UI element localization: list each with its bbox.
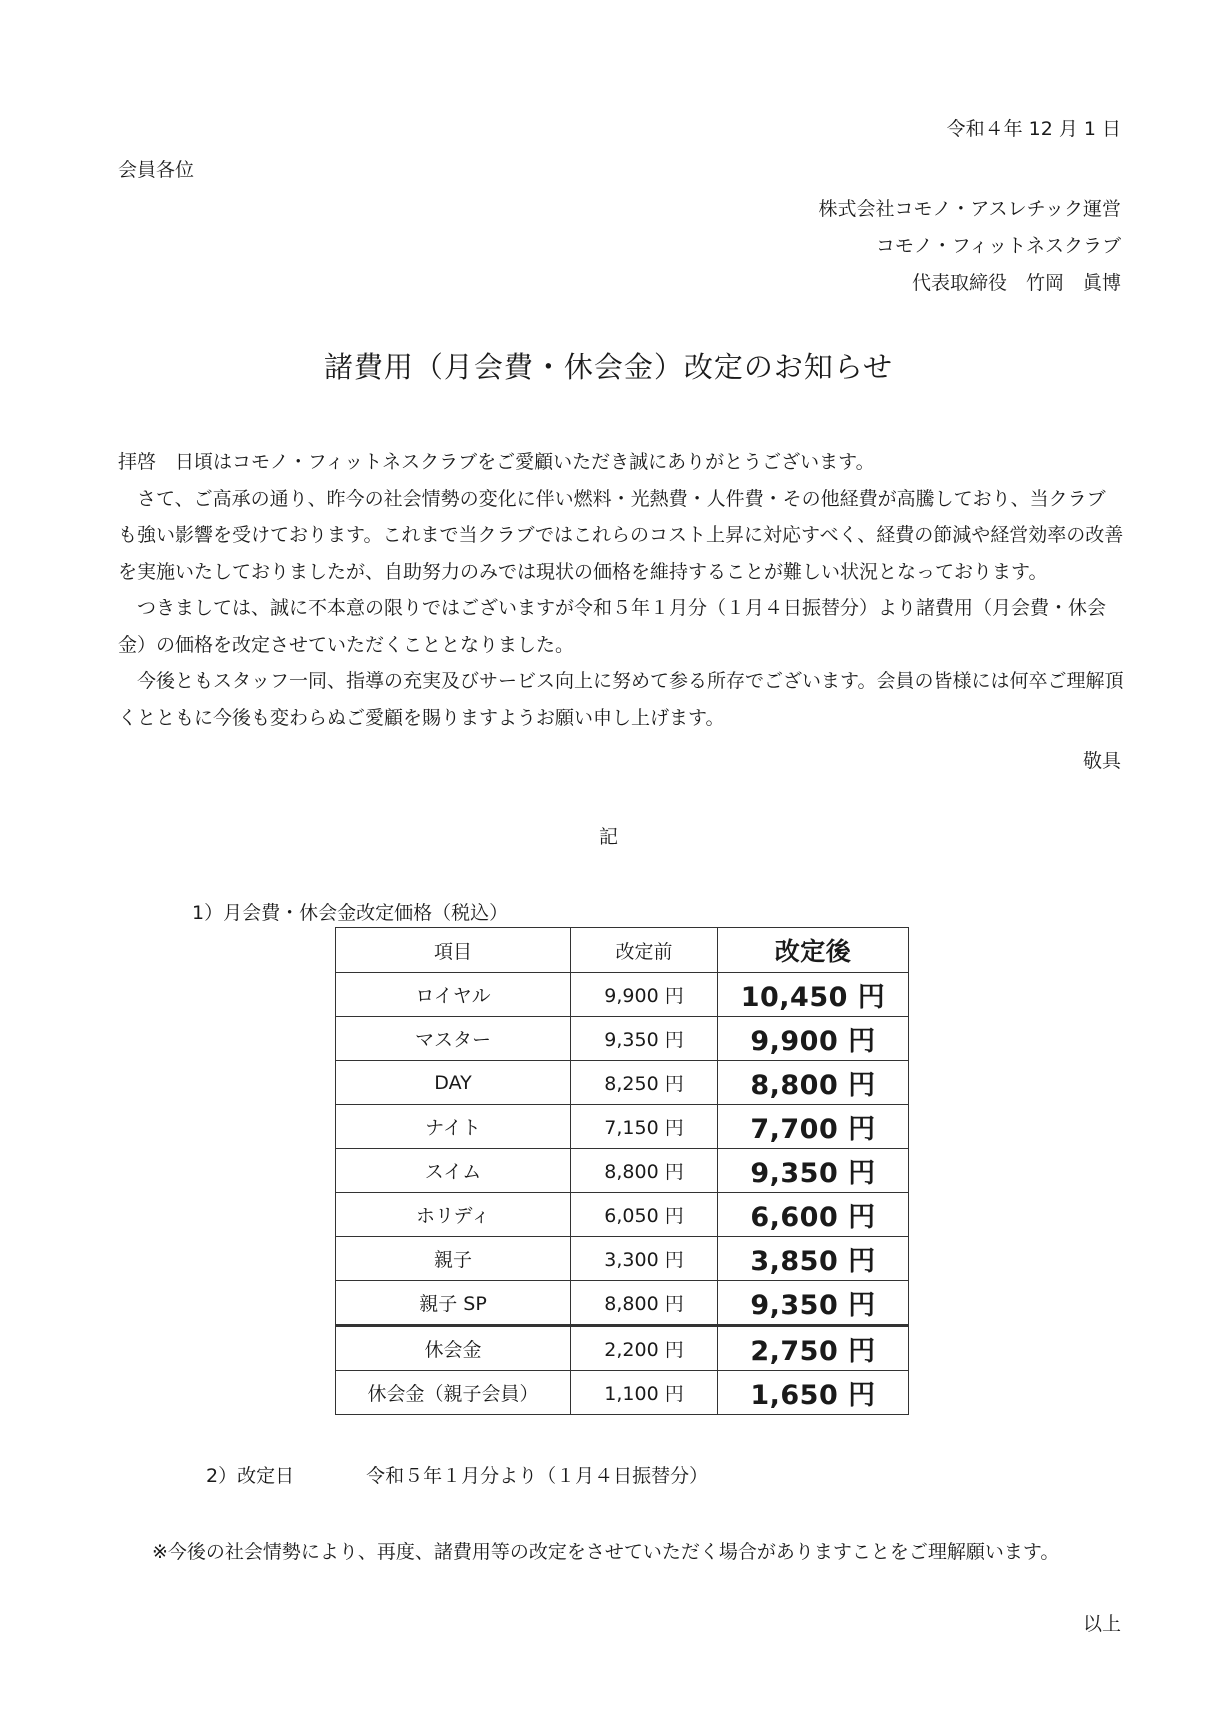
plan-name: 休会金（親子会員） — [336, 1371, 571, 1415]
body-text — [118, 444, 1124, 736]
end-mark: 以上 — [1082, 1613, 1121, 1635]
price-after: 9,350 円 — [718, 1149, 909, 1193]
table-row — [336, 1193, 909, 1237]
table-row — [336, 1371, 909, 1415]
table-row — [336, 1105, 909, 1149]
section2 — [206, 1461, 708, 1488]
table-row — [336, 1281, 909, 1326]
table-row — [336, 973, 909, 1017]
plan-name: マスター — [336, 1017, 571, 1061]
price-after: 8,800 円 — [718, 1061, 909, 1105]
header-item: 項目 — [336, 928, 571, 973]
table-header-row — [336, 928, 909, 973]
table-row — [336, 1326, 909, 1371]
table-row — [336, 1061, 909, 1105]
price-after: 10,450 円 — [718, 973, 909, 1017]
section1-heading: 1）月会費・休会金改定価格（税込） — [192, 902, 509, 924]
table-row — [336, 1237, 909, 1281]
price-before: 8,800 円 — [571, 1149, 718, 1193]
plan-name: ホリディ — [336, 1193, 571, 1237]
price-before: 2,200 円 — [571, 1326, 718, 1371]
ki-mark: 記 — [598, 826, 618, 848]
sender-company: 株式会社コモノ・アスレチック運営 — [818, 198, 1121, 220]
plan-name: ロイヤル — [336, 973, 571, 1017]
document-date: 令和４年 12 月 1 日 — [946, 118, 1121, 140]
price-after: 1,650 円 — [718, 1371, 909, 1415]
table-row — [336, 1149, 909, 1193]
price-after: 3,850 円 — [718, 1237, 909, 1281]
plan-name: スイム — [336, 1149, 571, 1193]
price-before: 8,250 円 — [571, 1061, 718, 1105]
price-after: 9,350 円 — [718, 1281, 909, 1326]
header-before: 改定前 — [571, 928, 718, 973]
sender-club: コモノ・フィットネスクラブ — [875, 235, 1121, 257]
revision-paragraph: つきましては、誠に不本意の限りではございますが令和５年１月分（１月４日振替分）より諸費用（月会費・休会金）の価格を改定させていただくこととなりました。 — [118, 597, 1107, 656]
footnote: ※今後の社会情勢により、再度、諸費用等の改定をさせていただく場合がありますことをご理解願います。 — [152, 1541, 1060, 1563]
reason-paragraph: さて、ご高承の通り、昨今の社会情勢の変化に伴い燃料・光熱費・人件費・その他経費が高騰しており、当クラブも強い影響を受けております。これまで当クラブではこれらのコスト上昇に対応すべく、経費の節減や経営効率の改善を実施いたしておりましたが、自助努力のみでは現状の価格を維持することが難しい状況となっております。 — [118, 487, 1124, 583]
commitment-paragraph: 今後ともスタッフ一同、指導の充実及びサービス向上に努めて参る所存でございます。会員の皆様には何卒ご理解頂くとともに今後も変わらぬご愛顧を賜りますようお願い申し上げます。 — [118, 670, 1124, 729]
price-before: 8,800 円 — [571, 1281, 718, 1326]
closing-word: 敬具 — [1082, 750, 1121, 772]
section2-value: 令和５年１月分より（１月４日振替分） — [366, 1465, 709, 1487]
plan-name: ナイト — [336, 1105, 571, 1149]
plan-name: 親子 — [336, 1237, 571, 1281]
price-before: 6,050 円 — [571, 1193, 718, 1237]
price-before: 7,150 円 — [571, 1105, 718, 1149]
price-before: 3,300 円 — [571, 1237, 718, 1281]
price-before: 9,350 円 — [571, 1017, 718, 1061]
plan-name: DAY — [336, 1061, 571, 1105]
greeting-paragraph: 拝啓 日頃はコモノ・フィットネスクラブをご愛顧いただき誠にありがとうございます。 — [118, 451, 875, 473]
price-after: 9,900 円 — [718, 1017, 909, 1061]
price-after: 2,750 円 — [718, 1326, 909, 1371]
fee-table — [335, 927, 909, 1415]
header-after: 改定後 — [718, 928, 909, 973]
plan-name: 休会金 — [336, 1326, 571, 1371]
price-before: 9,900 円 — [571, 973, 718, 1017]
recipient: 会員各位 — [118, 159, 195, 181]
price-before: 1,100 円 — [571, 1371, 718, 1415]
price-after: 7,700 円 — [718, 1105, 909, 1149]
table-row — [336, 1017, 909, 1061]
section2-label: 2）改定日 — [206, 1465, 295, 1487]
price-after: 6,600 円 — [718, 1193, 909, 1237]
sender-representative: 代表取締役 竹岡 眞博 — [911, 272, 1121, 294]
document-title: 諸費用（月会費・休会金）改定のお知らせ — [323, 350, 894, 384]
plan-name: 親子 SP — [336, 1281, 571, 1326]
